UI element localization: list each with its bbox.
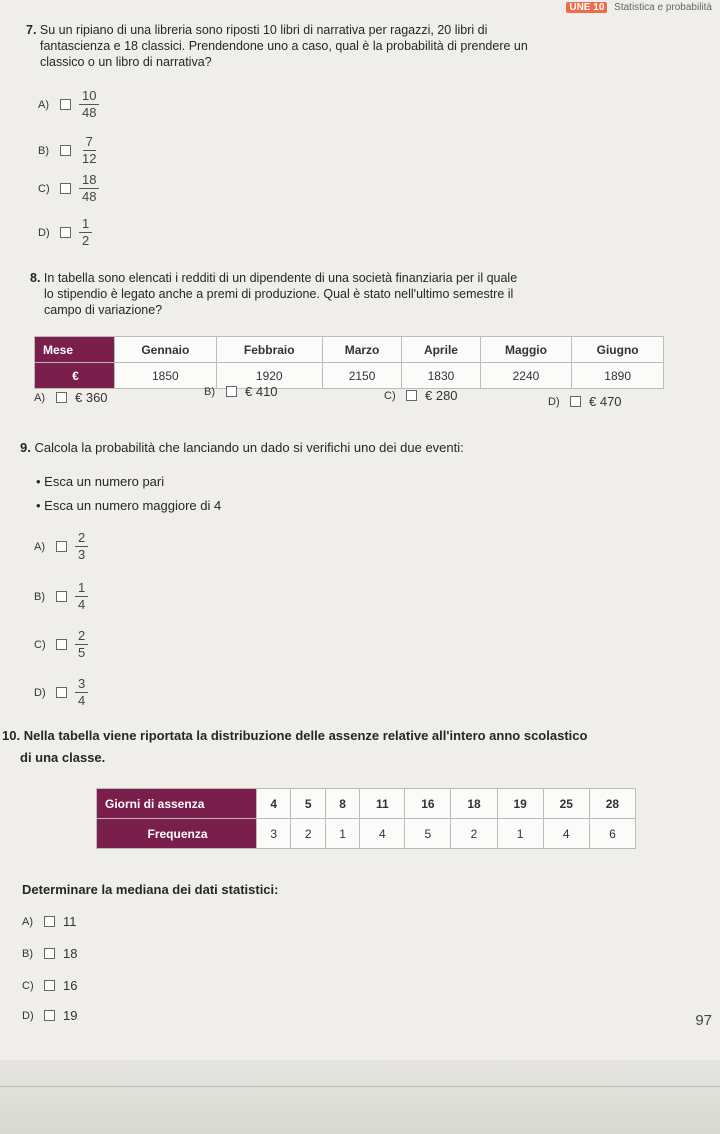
fraction: $\frac{3}{4}$ <box>75 676 88 709</box>
month-cell: Maggio <box>480 337 572 363</box>
q7-option-c[interactable]: C) $\frac{18}{48}$ <box>38 172 99 205</box>
q8-option-d[interactable]: D) € 470 <box>548 394 622 409</box>
q10-option-b[interactable]: B) 18 <box>22 946 78 961</box>
freq-cell: 2 <box>451 819 497 849</box>
q7-option-d[interactable]: D) $\frac{1}{2}$ <box>38 216 92 249</box>
table-header-euro: € <box>35 363 115 389</box>
day-cell: 19 <box>497 789 543 819</box>
checkbox[interactable] <box>60 145 71 156</box>
checkbox[interactable] <box>60 183 71 194</box>
checkbox[interactable] <box>56 591 67 602</box>
day-cell: 28 <box>589 789 635 819</box>
q10-option-a[interactable]: A) 11 <box>22 914 77 929</box>
value-cell: 2240 <box>480 363 572 389</box>
q9-option-a[interactable]: A) $\frac{2}{3}$ <box>34 530 88 563</box>
checkbox[interactable] <box>56 392 67 403</box>
month-cell: Febbraio <box>216 337 322 363</box>
checkbox[interactable] <box>56 687 67 698</box>
freq-cell: 3 <box>257 819 291 849</box>
question-9-prompt: Calcola la probabilità che lanciando un dado si verifichi uno dei due eventi: <box>34 440 464 455</box>
q8-option-b[interactable]: B) € 410 <box>204 384 278 399</box>
page-number: 97 <box>695 1012 712 1029</box>
checkbox[interactable] <box>226 386 237 397</box>
day-cell: 11 <box>360 789 405 819</box>
page-edge-line <box>0 1086 720 1087</box>
q9-option-b[interactable]: B) $\frac{1}{4}$ <box>34 580 88 613</box>
question-10-number: 10. <box>2 728 21 743</box>
unit-label: UNE 10 <box>566 2 607 13</box>
question-8-line-2: lo stipendio è legato anche a premi di produzione. Qual è stato nell'ultimo semestre il <box>44 287 514 301</box>
freq-cell: 2 <box>291 819 325 849</box>
value-cell: 1850 <box>115 363 217 389</box>
question-7-line-2: fantascienza e 18 classici. Prendendone uno a caso, qual è la probabilità di prendere un <box>40 39 528 53</box>
day-cell: 4 <box>257 789 291 819</box>
freq-cell: 1 <box>325 819 359 849</box>
freq-cell: 4 <box>360 819 405 849</box>
value-cell: 1890 <box>572 363 664 389</box>
q10-option-c[interactable]: C) 16 <box>22 978 78 993</box>
checkbox[interactable] <box>56 639 67 650</box>
table-header-frequency: Frequenza <box>97 819 257 849</box>
checkbox[interactable] <box>44 980 55 991</box>
day-cell: 8 <box>325 789 359 819</box>
question-9-text <box>20 440 710 456</box>
question-7-text <box>26 22 706 70</box>
question-8-number: 8. <box>30 271 41 285</box>
table-header-days: Giorni di assenza <box>97 789 257 819</box>
q9-bullet-2: • Esca un numero maggiore di 4 <box>36 498 222 513</box>
question-8-line-3: campo di variazione? <box>44 303 163 317</box>
month-cell: Aprile <box>402 337 480 363</box>
q9-option-c[interactable]: C) $\frac{2}{5}$ <box>34 628 88 661</box>
absences-table <box>96 788 636 849</box>
fraction: $\frac{10}{48}$ <box>79 88 99 121</box>
fraction: $\frac{1}{4}$ <box>75 580 88 613</box>
checkbox[interactable] <box>44 948 55 959</box>
q9-bullet-1: • Esca un numero pari <box>36 474 165 489</box>
q7-option-a[interactable]: A) $\frac{10}{48}$ <box>38 88 99 121</box>
freq-cell: 6 <box>589 819 635 849</box>
value-cell: 1920 <box>216 363 322 389</box>
question-10-line-1: Nella tabella viene riportata la distribuzione delle assenze relative all'intero anno scolastico <box>23 728 588 743</box>
q8-option-c[interactable]: C) € 280 <box>384 388 458 403</box>
month-cell: Gennaio <box>115 337 217 363</box>
month-cell: Marzo <box>322 337 401 363</box>
fraction: $\frac{7}{12}$ <box>82 134 97 166</box>
table-header-mese: Mese <box>35 337 115 363</box>
day-cell: 16 <box>405 789 451 819</box>
question-10-line-2: di una classe. <box>20 750 106 765</box>
question-7-line-1: Su un ripiano di una libreria sono riposti 10 libri di narrativa per ragazzi, 20 libri di <box>39 23 488 37</box>
question-10-text <box>2 728 718 766</box>
checkbox[interactable] <box>406 390 417 401</box>
page-header <box>566 2 712 13</box>
checkbox[interactable] <box>44 916 55 927</box>
question-7-number: 7. <box>26 23 37 37</box>
q7-option-b[interactable]: B) $\frac{7}{12}$ <box>38 134 99 167</box>
value-cell: 1830 <box>402 363 480 389</box>
section-title: Statistica e probabilità <box>614 2 712 13</box>
checkbox[interactable] <box>60 227 71 238</box>
freq-cell: 4 <box>543 819 589 849</box>
income-table <box>34 336 664 389</box>
freq-cell: 5 <box>405 819 451 849</box>
q8-option-a[interactable]: A) € 360 <box>34 390 108 405</box>
fraction: $\frac{18}{48}$ <box>79 172 99 205</box>
day-cell: 18 <box>451 789 497 819</box>
fraction: $\frac{2}{5}$ <box>75 628 88 661</box>
question-8-text <box>30 270 710 318</box>
fraction: $\frac{1}{2}$ <box>79 216 92 249</box>
day-cell: 25 <box>543 789 589 819</box>
question-8-line-1: In tabella sono elencati i redditi di un dipendente di una società finanziaria per il quale <box>43 271 518 285</box>
q9-option-d[interactable]: D) $\frac{3}{4}$ <box>34 676 88 709</box>
value-cell: 2150 <box>322 363 401 389</box>
question-7-line-3: classico o un libro di narrativa? <box>40 55 212 69</box>
day-cell: 5 <box>291 789 325 819</box>
page-shadow <box>0 1060 720 1134</box>
freq-cell: 1 <box>497 819 543 849</box>
checkbox[interactable] <box>60 99 71 110</box>
fraction: $\frac{2}{3}$ <box>75 530 88 563</box>
question-10-prompt: Determinare la mediana dei dati statistici: <box>22 882 279 897</box>
question-9-number: 9. <box>20 440 31 455</box>
q10-option-d[interactable]: D) 19 <box>22 1008 78 1023</box>
checkbox[interactable] <box>44 1010 55 1021</box>
checkbox[interactable] <box>56 541 67 552</box>
checkbox[interactable] <box>570 396 581 407</box>
month-cell: Giugno <box>572 337 664 363</box>
